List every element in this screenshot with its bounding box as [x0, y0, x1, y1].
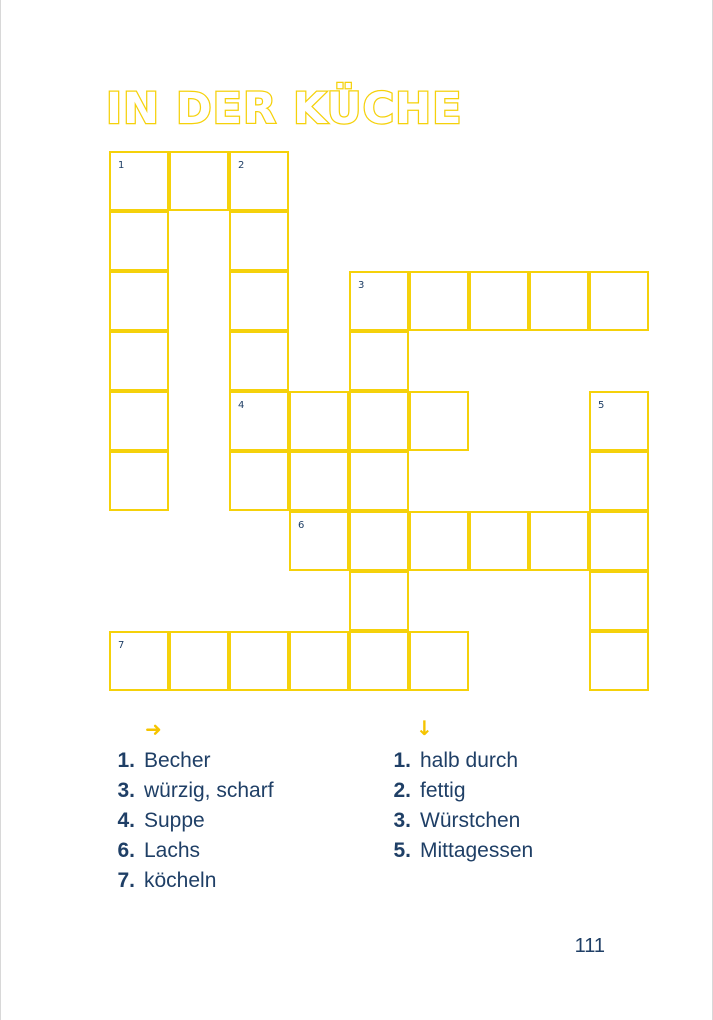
crossword-cell[interactable]: [589, 271, 649, 331]
cell-number: 2: [238, 160, 245, 171]
crossword-cell[interactable]: [289, 631, 349, 691]
down-clue: [385, 836, 533, 866]
across-clue: [109, 776, 274, 806]
crossword-cell[interactable]: [109, 631, 169, 691]
page-edge-left: [0, 0, 1, 1020]
crossword-cell[interactable]: [109, 331, 169, 391]
cell-number: 5: [598, 400, 605, 411]
crossword-cell[interactable]: [349, 631, 409, 691]
across-clues: [109, 746, 274, 896]
down-clue: [385, 746, 533, 776]
crossword-cell[interactable]: [469, 511, 529, 571]
crossword-cell[interactable]: [289, 451, 349, 511]
clue-text: Becher: [144, 749, 211, 772]
clue-number: 2.: [393, 779, 411, 802]
crossword-cell[interactable]: [349, 511, 409, 571]
clue-text: Würstchen: [420, 809, 521, 832]
crossword-cell[interactable]: [229, 151, 289, 211]
cell-number: 7: [118, 640, 125, 651]
clue-number: 3.: [117, 779, 135, 802]
crossword-cell[interactable]: [229, 211, 289, 271]
crossword-cell[interactable]: [349, 331, 409, 391]
clue-text: würzig, scharf: [144, 779, 274, 802]
clue-number: 1.: [393, 749, 411, 772]
crossword-cell[interactable]: [589, 511, 649, 571]
crossword-cell[interactable]: [529, 271, 589, 331]
crossword-cell[interactable]: [469, 271, 529, 331]
crossword-cell[interactable]: [589, 391, 649, 451]
clue-text: Mittagessen: [420, 839, 534, 862]
crossword-cell[interactable]: [289, 511, 349, 571]
clue-text: Lachs: [144, 839, 201, 862]
cell-number: 3: [358, 280, 365, 291]
crossword-cell[interactable]: [409, 271, 469, 331]
clue-text: fettig: [420, 779, 466, 802]
crossword-cell[interactable]: [409, 631, 469, 691]
crossword-cell[interactable]: [109, 271, 169, 331]
down-clue: [385, 776, 533, 806]
crossword-cell[interactable]: [109, 391, 169, 451]
crossword-cell[interactable]: [409, 511, 469, 571]
clue-number: 4.: [117, 809, 135, 832]
crossword-cell[interactable]: [349, 391, 409, 451]
clue-text: köcheln: [144, 869, 217, 892]
across-clue: [109, 836, 274, 866]
crossword-cell[interactable]: [349, 451, 409, 511]
crossword-cell[interactable]: [109, 211, 169, 271]
crossword-cell[interactable]: [529, 511, 589, 571]
crossword-cell[interactable]: [229, 451, 289, 511]
crossword-cell[interactable]: [349, 271, 409, 331]
crossword-cell[interactable]: [229, 391, 289, 451]
crossword-cell[interactable]: [169, 631, 229, 691]
clue-text: halb durch: [420, 749, 519, 772]
crossword-cell[interactable]: [169, 151, 229, 211]
across-clue: [109, 806, 274, 836]
clue-number: 1.: [117, 749, 135, 772]
crossword-cell[interactable]: [349, 571, 409, 631]
clue-text: Suppe: [144, 809, 205, 832]
cell-number: 1: [118, 160, 125, 171]
down-clue: [385, 806, 533, 836]
crossword-cell[interactable]: [589, 571, 649, 631]
crossword-cell[interactable]: [229, 271, 289, 331]
clue-number: 6.: [117, 839, 135, 862]
page-title: IN DER KÜCHE: [106, 84, 463, 134]
crossword-cell[interactable]: [409, 391, 469, 451]
crossword-cell[interactable]: [589, 631, 649, 691]
crossword-cell[interactable]: [229, 631, 289, 691]
crossword-cell[interactable]: [109, 451, 169, 511]
across-clue: [109, 746, 274, 776]
cell-number: 4: [238, 400, 245, 411]
crossword-cell[interactable]: [589, 451, 649, 511]
across-clue: [109, 866, 274, 896]
arrow-down-icon: ↓: [416, 716, 433, 740]
arrow-right-icon: ➜: [145, 717, 162, 741]
clue-number: 3.: [393, 809, 411, 832]
crossword-cell[interactable]: [109, 151, 169, 211]
down-clues: [385, 746, 533, 866]
page-number: 111: [574, 935, 605, 957]
clue-number: 7.: [117, 869, 135, 892]
cell-number: 6: [298, 520, 305, 531]
crossword-cell[interactable]: [229, 331, 289, 391]
clue-number: 5.: [393, 839, 411, 862]
crossword-cell[interactable]: [289, 391, 349, 451]
